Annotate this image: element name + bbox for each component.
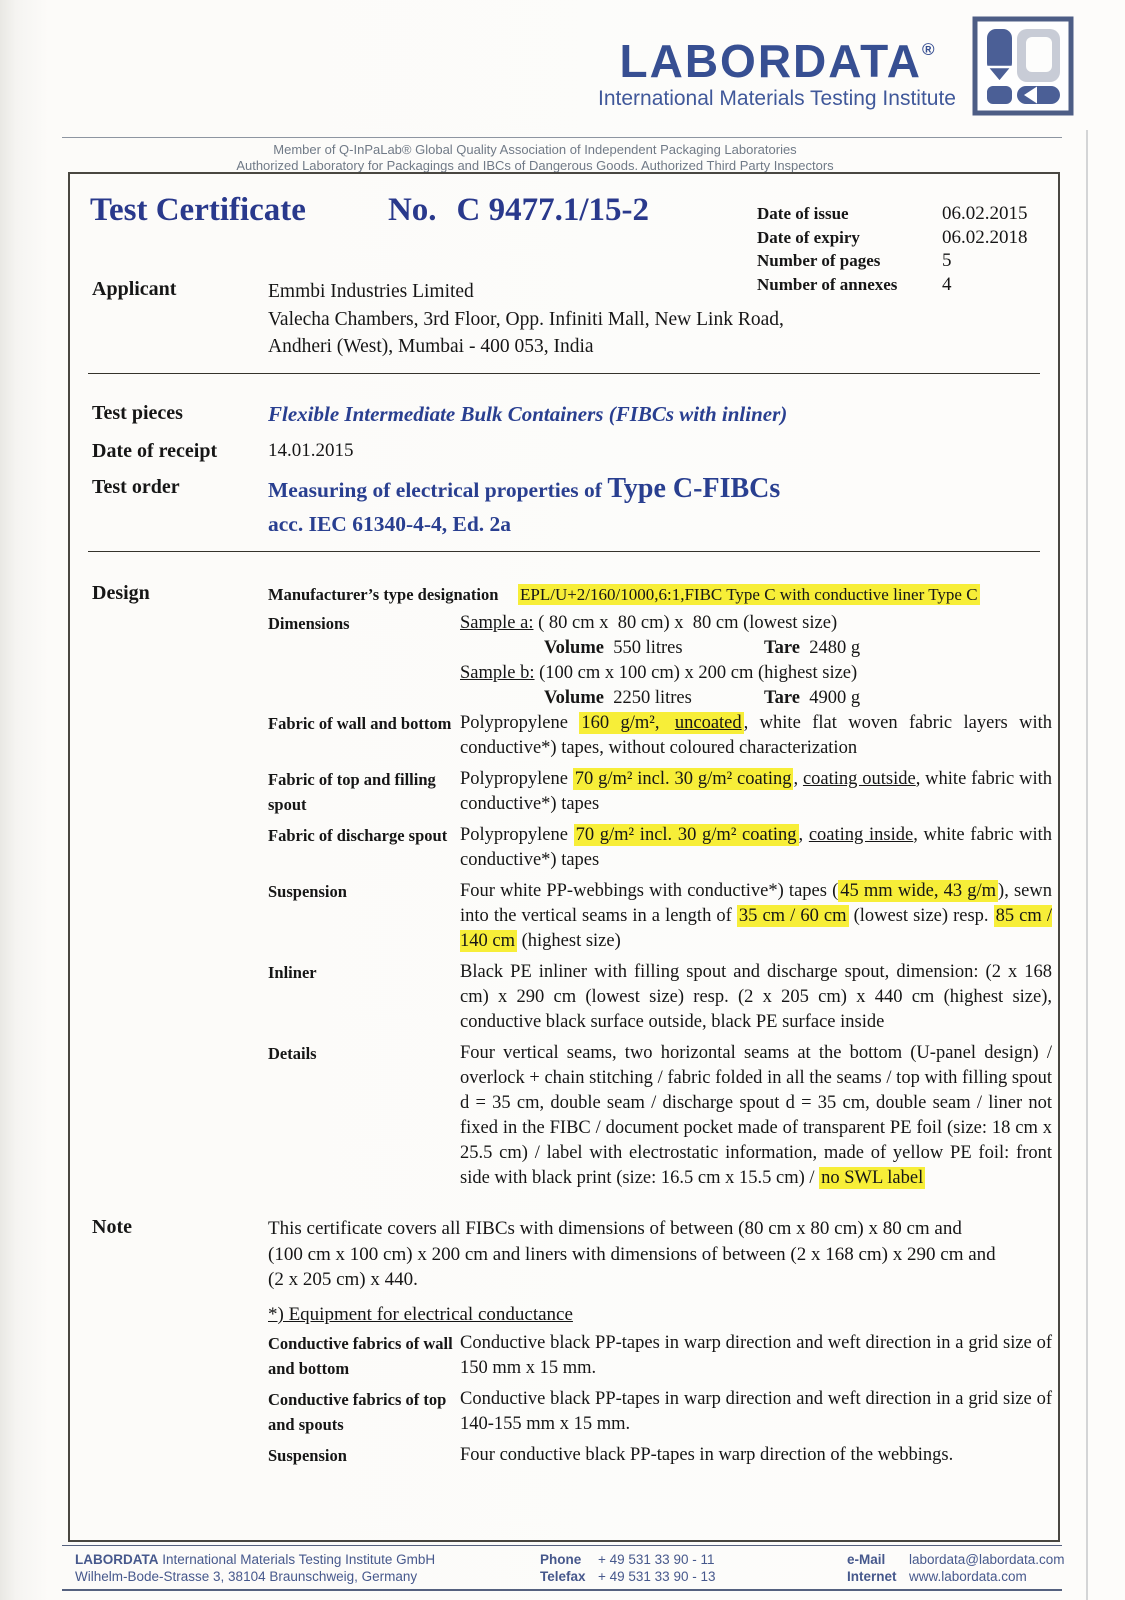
labordata-logo-icon bbox=[972, 16, 1074, 116]
design-row-suspension bbox=[268, 879, 1052, 954]
date-of-receipt-label: Date of receipt bbox=[92, 440, 218, 462]
design-row-manufacturer-type bbox=[268, 582, 1052, 607]
test-pieces-row bbox=[92, 402, 1038, 427]
footer-company-block bbox=[75, 1551, 435, 1585]
inliner-value: Black PE inliner with filling spout and discharge spout, dimension: (2 x 168 cm) x 290 cm (lowest size) resp. (2 x 205 cm) x 440 cm (highest size), conductive black surface outside, black PE surface inside bbox=[460, 962, 1052, 1032]
certificate-number: C 9477.1/15-2 bbox=[456, 192, 650, 228]
details-label: Details bbox=[268, 1044, 317, 1063]
note-line-2: (100 cm x 100 cm) x 200 cm and liners with dimensions of between (2 x 168 cm) x 290 cm and bbox=[268, 1243, 996, 1265]
footer-address: Wilhelm-Bode-Strasse 3, 38104 Braunschweig, Germany bbox=[75, 1569, 418, 1584]
equipment-row-label: Suspension bbox=[268, 1446, 347, 1465]
footer-phone-line bbox=[540, 1551, 715, 1568]
meta-value: 06.02.2018 bbox=[942, 226, 1028, 248]
equipment-heading: *) Equipment for electrical conductance bbox=[268, 1304, 573, 1325]
sample-b-tare: Tare 4900 g bbox=[764, 688, 861, 708]
design-row-fabric-discharge bbox=[268, 823, 1052, 873]
note-text bbox=[268, 1216, 996, 1293]
equipment-row-value: Conductive black PP-tapes in warp direction and weft direction in a grid size of 150 mm x 15 mm. bbox=[460, 1333, 1052, 1378]
applicant-label: Applicant bbox=[92, 278, 177, 300]
equipment-row-value: Conductive black PP-tapes in warp direction and weft direction in a grid size of 140-155 mm x 15 mm. bbox=[460, 1389, 1052, 1434]
footer-online-block bbox=[847, 1551, 1065, 1585]
design-row-details bbox=[268, 1041, 1052, 1191]
fabric-top-label: Fabric of top and filling spout bbox=[268, 770, 436, 814]
applicant-row bbox=[92, 278, 1038, 361]
meta-value: 5 bbox=[942, 250, 952, 271]
test-pieces-value: Flexible Intermediate Bulk Containers (FIBCs with inliner) bbox=[268, 402, 788, 426]
footer-telefax-value: + 49 531 33 90 - 13 bbox=[598, 1569, 716, 1584]
header-brand-block bbox=[598, 26, 956, 111]
applicant-address-line-2: Andheri (West), Mumbai - 400 053, India bbox=[268, 336, 594, 357]
applicant-address-line-1: Valecha Chambers, 3rd Floor, Opp. Infiniti Mall, New Link Road, bbox=[268, 308, 784, 330]
note-row bbox=[92, 1216, 1038, 1293]
dimensions-lines bbox=[460, 611, 1052, 711]
sample-a-volume: Volume 550 litres bbox=[544, 638, 683, 658]
test-order-value bbox=[268, 473, 781, 537]
footer-phone-value: + 49 531 33 90 - 11 bbox=[598, 1552, 715, 1567]
equipment-row-label: Conductive fabrics of top and spouts bbox=[268, 1390, 447, 1434]
dimensions-sample-a: Sample a: ( 80 cm x 80 cm) x 80 cm (lowest size) bbox=[460, 613, 838, 633]
meta-row-date-of-expiry bbox=[757, 226, 1028, 250]
meta-value: 4 bbox=[942, 273, 952, 295]
labordata-logo-svg bbox=[972, 16, 1074, 116]
equipment-section bbox=[268, 1302, 1052, 1474]
dimensions-label: Dimensions bbox=[268, 614, 350, 633]
footer-email-line bbox=[847, 1551, 1065, 1568]
header-divider bbox=[62, 137, 1062, 138]
footer-internet-line bbox=[847, 1568, 1065, 1585]
design-rows bbox=[268, 582, 1052, 1197]
certificate-title: Test Certificate bbox=[90, 192, 306, 228]
fabric-discharge-label: Fabric of discharge spout bbox=[268, 826, 448, 845]
equipment-row-suspension bbox=[268, 1443, 1052, 1468]
meta-row-date-of-issue bbox=[757, 202, 1028, 226]
test-order-label: Test order bbox=[92, 476, 180, 498]
test-pieces-label: Test pieces bbox=[92, 402, 183, 424]
footer-phone-block bbox=[540, 1551, 715, 1585]
applicant-name: Emmbi Industries Limited bbox=[268, 281, 474, 302]
footer-email-label: e-Mail bbox=[847, 1552, 886, 1567]
equipment-row-label: Conductive fabrics of wall and bottom bbox=[268, 1334, 453, 1378]
equipment-row-value: Four conductive black PP-tapes in warp direction of the webbings. bbox=[460, 1445, 954, 1465]
note-line-1: This certificate covers all FIBCs with dimensions of between (80 cm x 80 cm) x 80 cm and bbox=[268, 1218, 962, 1239]
registered-trademark-icon: ® bbox=[921, 40, 935, 59]
footer-phone-label: Phone bbox=[540, 1552, 582, 1567]
design-row-dimensions bbox=[268, 611, 1052, 711]
certificate-no-label: No. bbox=[387, 192, 437, 228]
manufacturer-type-label: Manufacturer’s type designation bbox=[268, 585, 499, 604]
meta-row-number-of-pages bbox=[757, 249, 1028, 273]
note-label: Note bbox=[92, 1216, 132, 1238]
test-order-line-2: acc. IEC 61340-4-4, Ed. 2a bbox=[268, 512, 512, 536]
section-divider bbox=[88, 551, 1040, 552]
meta-value: 06.02.2015 bbox=[942, 203, 1028, 224]
date-of-receipt-row bbox=[92, 440, 1038, 463]
footer-top-rule bbox=[62, 1545, 1062, 1546]
dimensions-sample-b: Sample b: (100 cm x 100 cm) x 200 cm (highest size) bbox=[460, 663, 858, 683]
design-row-fabric-top bbox=[268, 767, 1052, 817]
test-order-type-c-fibcs: Type C-FIBCs bbox=[607, 473, 781, 504]
fabric-top-value: Polypropylene 70 g/m² incl. 30 g/m² coating , coating outside, white fabric with conductive*) tapes bbox=[460, 769, 1052, 814]
meta-label: Number of annexes bbox=[757, 274, 898, 294]
note-line-3: (2 x 205 cm) x 440. bbox=[268, 1269, 418, 1290]
inliner-label: Inliner bbox=[268, 963, 317, 982]
footer-email-value: labordata@labordata.com bbox=[909, 1552, 1065, 1567]
footer-telefax-label: Telefax bbox=[540, 1569, 586, 1584]
certificate-box bbox=[68, 172, 1060, 1542]
footer-company-suffix: International Materials Testing Institute GmbH bbox=[158, 1552, 436, 1567]
meta-label: Date of expiry bbox=[757, 227, 860, 247]
brand-name: LABORDATA bbox=[619, 35, 922, 87]
certificate-title-row bbox=[90, 192, 649, 229]
equipment-row-top-spouts bbox=[268, 1387, 1052, 1437]
date-of-receipt-value: 14.01.2015 bbox=[268, 440, 354, 461]
membership-lines bbox=[110, 142, 960, 173]
member-line-1: Member of Q-InPaLab® Global Quality Association of Independent Packaging Laboratories bbox=[273, 142, 797, 157]
fabric-discharge-value: Polypropylene 70 g/m² incl. 30 g/m² coating , coating inside, white fabric with conductive*) tapes bbox=[460, 825, 1053, 870]
sample-a-tare: Tare 2480 g bbox=[764, 638, 861, 658]
applicant-details bbox=[268, 278, 784, 361]
fabric-wall-value: Polypropylene 160 g/m², uncoated , white flat woven fabric layers with conductive*) tapes, without coloured characterization bbox=[460, 713, 1053, 758]
footer-company-name: LABORDATA bbox=[75, 1552, 159, 1567]
design-row-fabric-wall bbox=[268, 711, 1052, 761]
meta-label: Date of issue bbox=[757, 204, 849, 223]
sample-b-volume: Volume 2250 litres bbox=[544, 688, 692, 708]
footer-company-line bbox=[75, 1551, 435, 1568]
scan-edge-artifact bbox=[1086, 130, 1088, 1600]
dimensions-sample-a-volume-tare bbox=[460, 636, 1052, 661]
member-line-2: Authorized Laboratory for Packagings and IBCs of Dangerous Goods. Authorized Third Party Inspectors bbox=[236, 157, 834, 173]
footer-internet-value: www.labordata.com bbox=[909, 1569, 1027, 1584]
test-order-line-1 bbox=[268, 473, 781, 504]
test-order-line1-prefix: Measuring of electrical properties of bbox=[268, 478, 608, 502]
design-row-inliner bbox=[268, 960, 1052, 1035]
dimensions-sample-b-volume-tare bbox=[460, 686, 1052, 711]
details-value: Four vertical seams, two horizontal seams at the bottom (U-panel design) / overlock + chain stitching / fabric folded in all the seams / top with filling spout d = 35 cm, double seam / discharge spout d = 35 cm, double seam / liner not fixed in the FIBC / document pocket made of transparent PE foil (size: 18 cm x 25.5 cm) / label with electrostatic information, made of yellow PE foil: front side with black print (size: 16.5 cm x 15.5 cm) / no SWL label bbox=[460, 1043, 1052, 1188]
footer-internet-label: Internet bbox=[847, 1569, 897, 1584]
suspension-value: Four white PP-webbings with conductive*) tapes ( 45 mm wide, 43 g/m ), sewn into the vertical seams in a length of 35 cm / 60 cm (lowest size) resp. 85 cm / 140 cm (highest size) bbox=[460, 881, 1052, 951]
footer-bottom-rule bbox=[62, 1589, 1062, 1591]
equipment-row-wall-bottom bbox=[268, 1331, 1052, 1381]
design-section-label: Design bbox=[92, 582, 150, 604]
brand-wordmark bbox=[598, 26, 956, 85]
fabric-wall-label: Fabric of wall and bottom bbox=[268, 714, 452, 733]
suspension-label: Suspension bbox=[268, 882, 347, 901]
meta-label: Number of pages bbox=[757, 251, 881, 270]
section-divider bbox=[88, 373, 1040, 374]
brand-subtitle: International Materials Testing Institute bbox=[598, 87, 956, 110]
test-order-row bbox=[92, 473, 1038, 537]
manufacturer-type-value: EPL/U+2/160/1000,6:1,FIBC Type C with conductive liner Type C bbox=[520, 585, 978, 604]
footer-telefax-line bbox=[540, 1568, 715, 1585]
